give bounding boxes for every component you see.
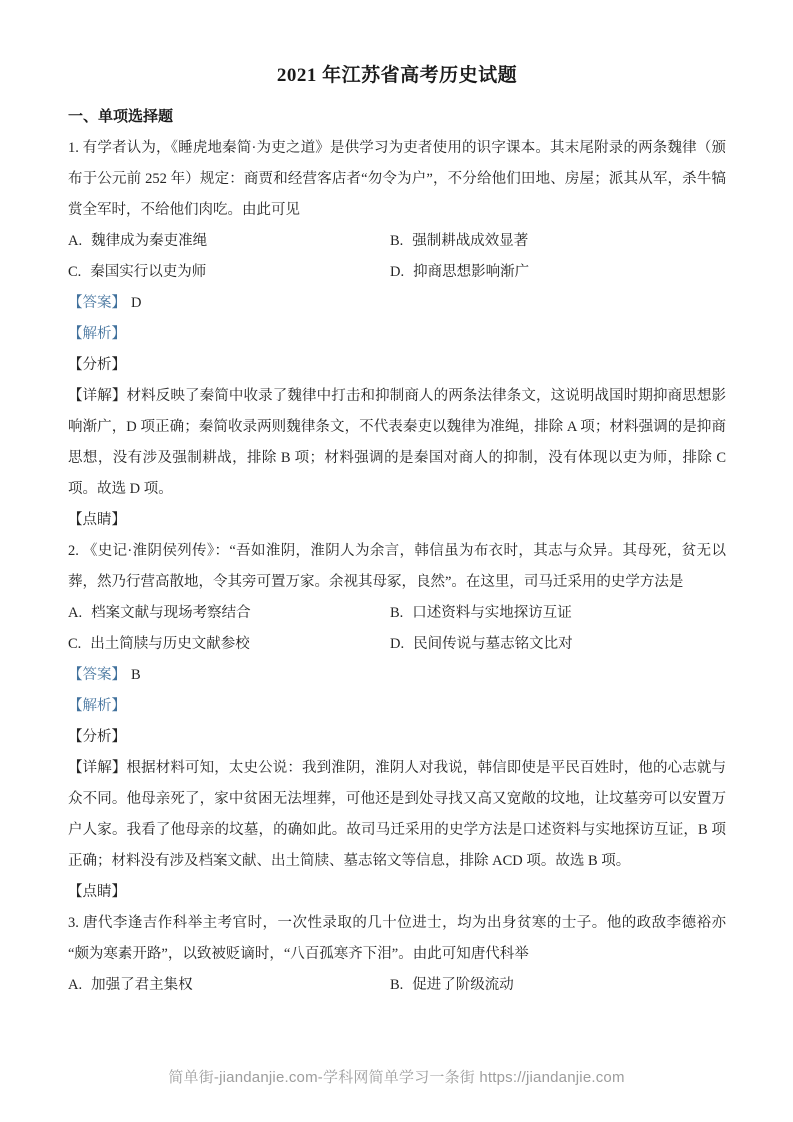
jiexi-label: 【解析】 xyxy=(68,698,126,714)
question-3 xyxy=(68,908,726,1001)
option-text: 促进了阶级流动 xyxy=(412,977,514,993)
fenxi-label: 【分析】 xyxy=(68,357,126,373)
option-key: A. xyxy=(68,233,83,249)
question-stem: 2. 《史记·淮阴侯列传》：“吾如淮阴，淮阴人为余言，韩信虽为布衣时，其志与众异。其母死，贫无以葬，然乃行营高散地，令其旁可置万家。余视其母冢，良然”。在这里，司马迁采用的史学方法是 xyxy=(68,543,726,590)
answer-label: 【答案】 xyxy=(68,295,126,311)
question-stem: 3. 唐代李逢吉作科举主考官时，一次性录取的几十位进士，均为出身贫寒的士子。他的政敌李德裕亦“颇为寒素开路”，以致被贬谪时，“八百孤寒齐下泪”。由此可知唐代科举 xyxy=(68,915,726,962)
dianjing-line xyxy=(68,505,726,536)
option-d xyxy=(390,257,529,288)
footer-watermark: 简单街-jiandanjie.com-学科网简单学习一条街 https://jiandanjie.com xyxy=(168,1069,625,1086)
option-text: 秦国实行以吏为师 xyxy=(90,264,207,280)
xiangjie-label: 【详解】 xyxy=(68,760,127,776)
xiangjie-label: 【详解】 xyxy=(68,388,127,404)
option-a xyxy=(68,970,390,1001)
section-heading: 一、单项选择题 xyxy=(68,109,174,125)
dianjing-label: 【点睛】 xyxy=(68,512,126,528)
answer-value: D xyxy=(131,295,142,311)
jiexi-label: 【解析】 xyxy=(68,326,126,342)
option-key: B. xyxy=(390,605,404,621)
question-2-options-row-2 xyxy=(68,629,726,660)
jiexi-line xyxy=(68,691,726,722)
option-text: 加强了君主集权 xyxy=(91,977,193,993)
option-text: 档案文献与现场考察结合 xyxy=(91,605,251,621)
option-a xyxy=(68,598,390,629)
detail-paragraph xyxy=(68,381,726,505)
question-1-options-row-1 xyxy=(68,226,726,257)
option-key: B. xyxy=(390,977,404,993)
option-key: C. xyxy=(68,636,82,652)
option-text: 民间传说与墓志铭文比对 xyxy=(413,636,573,652)
option-key: C. xyxy=(68,264,82,280)
option-key: D. xyxy=(390,636,405,652)
option-text: 口述资料与实地探访互证 xyxy=(412,605,572,621)
option-key: D. xyxy=(390,264,405,280)
question-3-options-row-1 xyxy=(68,970,726,1001)
option-c xyxy=(68,257,390,288)
question-stem: 1. 有学者认为，《睡虎地秦简·为吏之道》是供学习为吏者使用的识字课本。其末尾附录的两条魏律（颁布于公元前 252 年）规定：商贾和经营客店者“勿令为户”，不分给他们田地、房屋；派其从军，杀牛犒赏全军时，不给他们肉吃。由此可见 xyxy=(68,140,726,218)
page-title: 2021 年江苏省高考历史试题 xyxy=(276,65,518,86)
answer-value: B xyxy=(131,667,141,683)
question-1-options-row-2 xyxy=(68,257,726,288)
detail-text: 根据材料可知，太史公说：我到淮阴，淮阴人对我说，韩信即使是平民百姓时，他的心志就与众不同。他母亲死了，家中贫困无法埋葬，可他还是到处寻找又高又宽敞的坟地，让坟墓旁可以安置万户人家。我看了他母亲的坟墓，的确如此。故司马迁采用的史学方法是口述资料与实地探访互证，B 项正确；材料没有涉及档案文献、出土简牍、墓志铭文等信息，排除 ACD 项。故选 B 项。 xyxy=(68,760,726,869)
option-key: A. xyxy=(68,605,83,621)
option-text: 魏律成为秦吏准绳 xyxy=(91,233,208,249)
option-text: 抑商思想影响渐广 xyxy=(413,264,530,280)
option-b xyxy=(390,226,528,257)
detail-paragraph xyxy=(68,753,726,877)
dianjing-line xyxy=(68,877,726,908)
jiexi-line xyxy=(68,319,726,350)
question-1 xyxy=(68,133,726,536)
option-a xyxy=(68,226,390,257)
option-text: 出土简牍与历史文献参校 xyxy=(90,636,250,652)
dianjing-label: 【点睛】 xyxy=(68,884,126,900)
answer-label: 【答案】 xyxy=(68,667,126,683)
question-2-options-row-1 xyxy=(68,598,726,629)
option-d xyxy=(390,629,573,660)
option-b xyxy=(390,970,514,1001)
option-text: 强制耕战成效显著 xyxy=(412,233,529,249)
detail-text: 材料反映了秦简中收录了魏律中打击和抑制商人的两条法律条文，这说明战国时期抑商思想影响渐广，D 项正确；秦简收录两则魏律条文，不代表秦吏以魏律为准绳，排除 A 项；材料强调的是抑商思想，没有涉及强制耕战，排除 B 项；材料强调的是秦国对商人的抑制，没有体现以吏为师，排除 C 项。故选 D 项。 xyxy=(68,388,726,497)
option-key: B. xyxy=(390,233,404,249)
option-c xyxy=(68,629,390,660)
fenxi-line xyxy=(68,722,726,753)
option-key: A. xyxy=(68,977,83,993)
fenxi-line xyxy=(68,350,726,381)
answer-line xyxy=(68,288,726,319)
option-b xyxy=(390,598,572,629)
answer-line xyxy=(68,660,726,691)
question-2 xyxy=(68,536,726,908)
fenxi-label: 【分析】 xyxy=(68,729,126,745)
